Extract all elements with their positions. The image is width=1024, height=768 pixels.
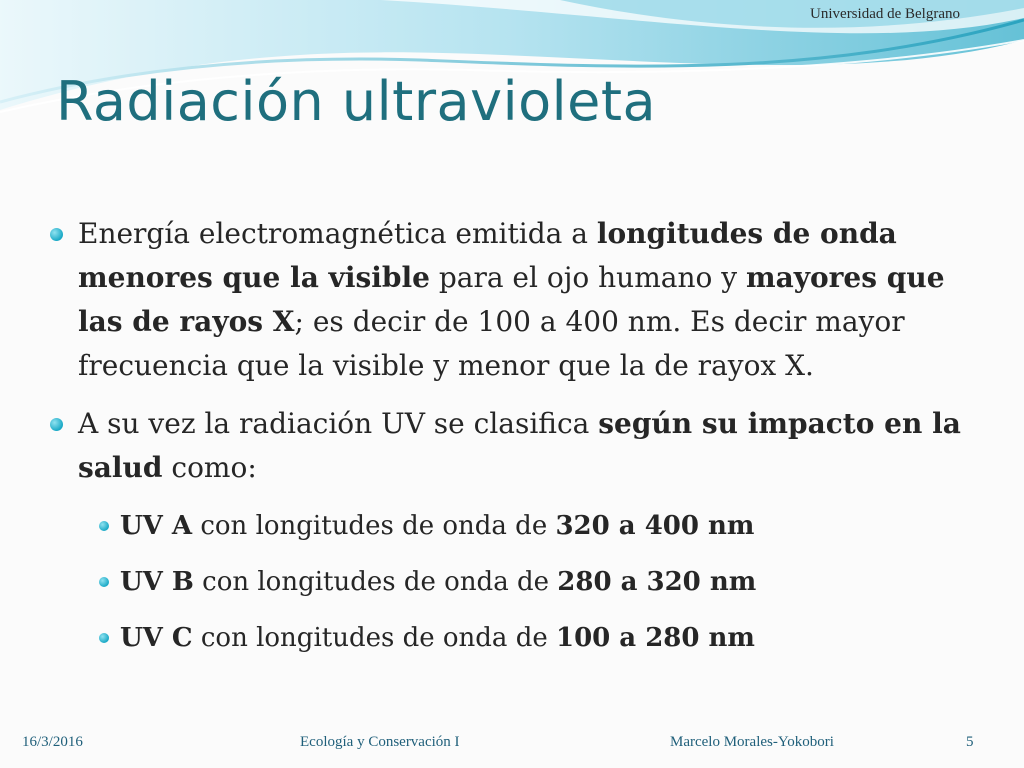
- wavelength-range: 320 a 400 nm: [555, 511, 755, 541]
- sub-bullet-uvc: [50, 616, 970, 660]
- sub-bullet-text: con longitudes de onda de: [192, 511, 556, 541]
- bullet-definition: [50, 212, 970, 388]
- uv-type-label: UV B: [120, 567, 194, 597]
- text-segment: para el ojo humano y: [429, 261, 746, 294]
- wavelength-range: 100 a 280 nm: [555, 623, 755, 653]
- sub-bullet-dot-icon: [99, 633, 109, 643]
- sub-bullet-text: con longitudes de onda de: [192, 623, 556, 653]
- text-segment: como:: [162, 451, 257, 484]
- text-segment-bold: longitudes de onda menores que la visible: [78, 217, 897, 294]
- footer-course: Ecología y Conservación I: [300, 734, 460, 750]
- text-segment: A su vez la radiación UV se clasifica: [78, 407, 599, 440]
- text-segment-bold: mayores que las de rayos X: [78, 261, 945, 338]
- sub-bullet-text: con longitudes de onda de: [193, 567, 558, 597]
- text-segment: ; es decir de 100 a 400 nm. Es decir mayor frecuencia que la visible y menor que la de rayox X.: [78, 305, 905, 382]
- footer-date: 16/3/2016: [22, 734, 83, 750]
- bullet-text: [78, 217, 945, 382]
- header-organization: Universidad de Belgrano: [810, 6, 960, 22]
- text-segment: Energía electromagnética emitida a: [78, 217, 597, 250]
- sub-bullet-dot-icon: [99, 521, 109, 531]
- sub-bullet-uva: [50, 504, 970, 548]
- footer-page-number: 5: [966, 734, 974, 750]
- bullet-classification: [50, 402, 970, 490]
- sub-bullet-uvb: [50, 560, 970, 604]
- wavelength-range: 280 a 320 nm: [557, 567, 757, 597]
- uv-type-label: UV A: [120, 511, 193, 541]
- slide-content: [50, 212, 970, 672]
- footer-author: Marcelo Morales-Yokobori: [670, 734, 834, 750]
- slide-title: Radiación ultravioleta: [56, 70, 657, 133]
- text-segment-bold: según su impacto en la salud: [78, 407, 961, 484]
- bullet-dot-icon: [50, 228, 63, 241]
- uv-type-label: UV C: [120, 623, 193, 653]
- sub-bullet-dot-icon: [99, 577, 109, 587]
- bullet-dot-icon: [50, 418, 63, 431]
- bullet-text: [78, 407, 961, 484]
